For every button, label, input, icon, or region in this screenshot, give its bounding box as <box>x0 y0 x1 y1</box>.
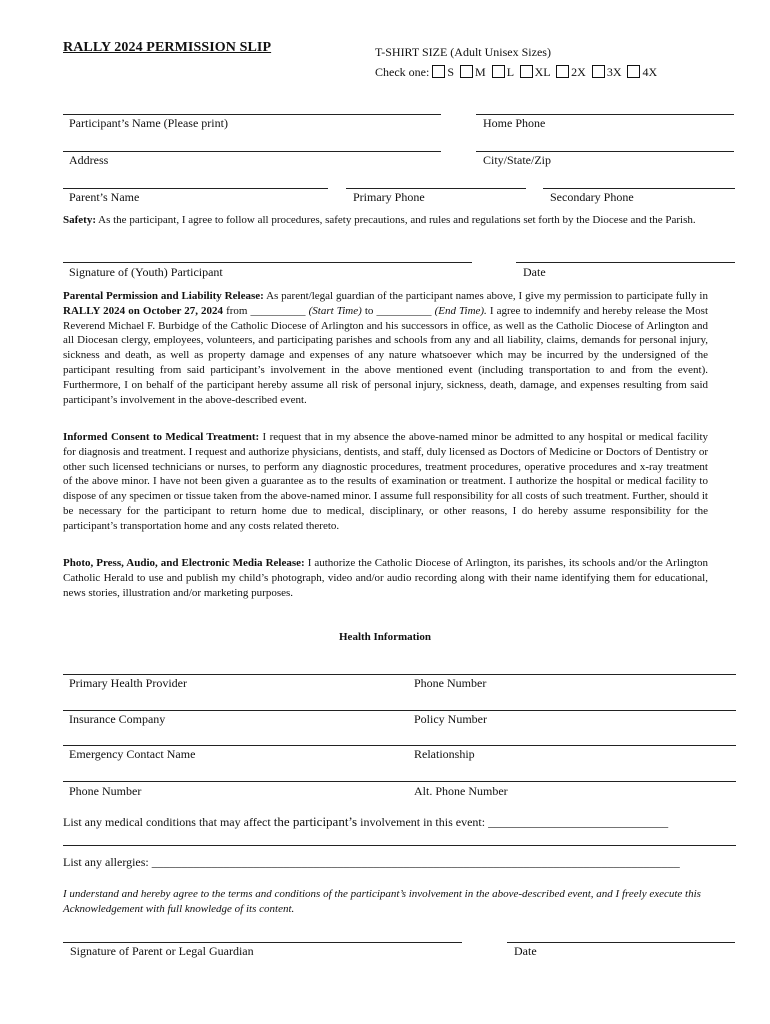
insurance-line[interactable] <box>63 710 736 711</box>
parental-release-paragraph <box>63 289 708 407</box>
home-phone-label: Home Phone <box>483 116 546 130</box>
address-line[interactable] <box>63 151 441 152</box>
size-s-label: S <box>447 65 455 79</box>
medical-consent-heading: Informed Consent to Medical Treatment: <box>63 431 260 443</box>
conditions-extra-line[interactable] <box>63 845 736 846</box>
tshirt-size-options <box>375 62 657 82</box>
primary-provider-line[interactable] <box>63 674 736 675</box>
safety-text: As the participant, I agree to follow all procedures, safety precautions, and rules and regulations set forth by the Diocese and the Parish. <box>98 214 696 226</box>
allergies-field[interactable]: List any allergies: ________________________________________________________________________________________ <box>63 855 680 869</box>
event-name: RALLY 2024 on October 27, 2024 <box>63 304 224 317</box>
size-2x-label: 2X <box>571 65 586 79</box>
tshirt-size-label: T-SHIRT SIZE (Adult Unisex Sizes) <box>375 45 551 59</box>
guardian-date-line[interactable] <box>507 942 735 943</box>
emergency-contact-line[interactable] <box>63 745 736 746</box>
phone-label: Phone Number <box>69 784 142 798</box>
size-l-checkbox[interactable] <box>492 65 505 78</box>
phone-line[interactable] <box>63 781 736 782</box>
guardian-signature-label: Signature of Parent or Legal Guardian <box>70 944 254 958</box>
parent-name-label: Parent’s Name <box>69 190 140 204</box>
policy-label: Policy Number <box>414 712 487 726</box>
size-4x-checkbox[interactable] <box>627 65 640 78</box>
parent-name-line[interactable] <box>63 188 328 189</box>
home-phone-line[interactable] <box>476 114 734 115</box>
size-4x-label: 4X <box>642 65 658 79</box>
safety-paragraph <box>63 213 708 228</box>
size-m-label: M <box>475 65 486 79</box>
parental-release-heading: Parental Permission and Liability Release: <box>63 290 264 302</box>
size-s-checkbox[interactable] <box>432 65 445 78</box>
size-2x-checkbox[interactable] <box>556 65 569 78</box>
participant-name-line[interactable] <box>63 114 441 115</box>
media-release-heading: Photo, Press, Audio, and Electronic Media Release: <box>63 557 305 569</box>
city-state-zip-line[interactable] <box>476 151 734 152</box>
secondary-phone-line[interactable] <box>543 188 735 189</box>
size-3x-label: 3X <box>606 65 622 79</box>
size-xl-label: XL <box>534 65 551 79</box>
end-time-label: (End Time). <box>434 304 487 317</box>
size-3x-checkbox[interactable] <box>592 65 605 78</box>
size-m-checkbox[interactable] <box>460 65 473 78</box>
guardian-signature-line[interactable] <box>63 942 462 943</box>
check-one-label: Check one: <box>375 65 430 79</box>
insurance-label: Insurance Company <box>69 712 166 726</box>
medical-conditions-field[interactable] <box>63 814 668 830</box>
size-xl-checkbox[interactable] <box>520 65 533 78</box>
secondary-phone-label: Secondary Phone <box>550 190 634 204</box>
tshirt-size-section <box>375 42 657 82</box>
start-time-label: (Start Time) <box>308 304 362 317</box>
size-l-label: L <box>506 65 514 79</box>
conditions-mid: the participant’s <box>273 814 358 829</box>
health-info-heading: Health Information <box>339 631 431 643</box>
primary-provider-label: Primary Health Provider <box>69 676 187 690</box>
media-release-paragraph <box>63 556 708 600</box>
provider-phone-label: Phone Number <box>414 676 487 690</box>
youth-date-label: Date <box>523 265 546 279</box>
end-time-blank[interactable]: to __________ <box>364 304 432 317</box>
youth-signature-line[interactable] <box>63 262 472 263</box>
parental-release-text: As parent/legal guardian of the participant names above, I give my permission to participate fully in <box>266 290 708 302</box>
medical-consent-paragraph <box>63 430 708 534</box>
city-state-zip-label: City/State/Zip <box>483 153 551 167</box>
form-title: RALLY 2024 PERMISSION SLIP <box>63 40 272 55</box>
emergency-contact-label: Emergency Contact Name <box>69 747 196 761</box>
conditions-suffix: involvement in this event: ______________________________ <box>357 815 669 829</box>
safety-heading: Safety: <box>63 214 96 226</box>
conditions-prefix: List any medical conditions that may affect <box>63 815 274 829</box>
medical-consent-text: I request that in my absence the above-named minor be admitted to any hospital or medical facility for diagnosis and treatment. I request and authorize physicians, dentists, and staff, duly licensed as Doctors of Medicine or Doctors of Dentistry or other such licensed technicians or nurses, to perform any diagnostic procedures, treatment procedures, operative procedures and x-ray treatment of the above minor. I have not been given a guarantee as to the results of examination or treatment. I authorize the hospital or medical facility to dispose of any specimen or tissue taken from the above-named minor. I assume full responsibility for all costs of such treatment. Further, should it be necessary for the participant to return home due to medical, disciplinary, or other reasons, I do hereby assume responsibility for the participant’s transportation home and any costs related thereto. <box>63 431 708 532</box>
youth-date-line[interactable] <box>516 262 735 263</box>
primary-phone-line[interactable] <box>346 188 526 189</box>
acknowledgement-text: I understand and hereby agree to the terms and conditions of the participant’s involvement in the above-described event, and I freely execute this Acknowledgement with full knowledge of its content. <box>63 888 701 915</box>
start-time-blank[interactable]: from __________ <box>226 304 306 317</box>
relationship-label: Relationship <box>414 747 475 761</box>
release-text: I agree to indemnify and hereby release the Most Reverend Michael F. Burbidge of the Catholic Diocese of Arlington and his successors in office, as well as the Catholic Diocese of Arlington and all Diocesan clergy, employees, volunteers, and participating parishes and schools from any and all liability, claims, demands for personal injury, sickness and death, as well as property damage and expenses of any nature whatsoever which may be incurred by the undersigned of the participant resulting from said participant’s involvement in the above mentioned event (including transportation to and from the event). Furthermore, I on behalf of the participant hereby assume all risk of personal injury, sickness, death, damage, and expenses resulting from said participant’s involvement in the above-described event. <box>63 304 708 406</box>
youth-signature-label: Signature of (Youth) Participant <box>69 265 223 279</box>
guardian-date-label: Date <box>514 944 537 958</box>
primary-phone-label: Primary Phone <box>353 190 425 204</box>
media-release-text: I authorize the Catholic Diocese of Arlington, its parishes, its schools and/or the Arlington Catholic Herald to use and publish my child’s photograph, video and/or audio recording along with their name identifying them for educational, news stories, illustration and/or marketing purposes. <box>63 557 709 599</box>
alt-phone-label: Alt. Phone Number <box>414 784 508 798</box>
participant-name-label: Participant’s Name (Please print) <box>69 116 228 130</box>
address-label: Address <box>69 153 109 167</box>
